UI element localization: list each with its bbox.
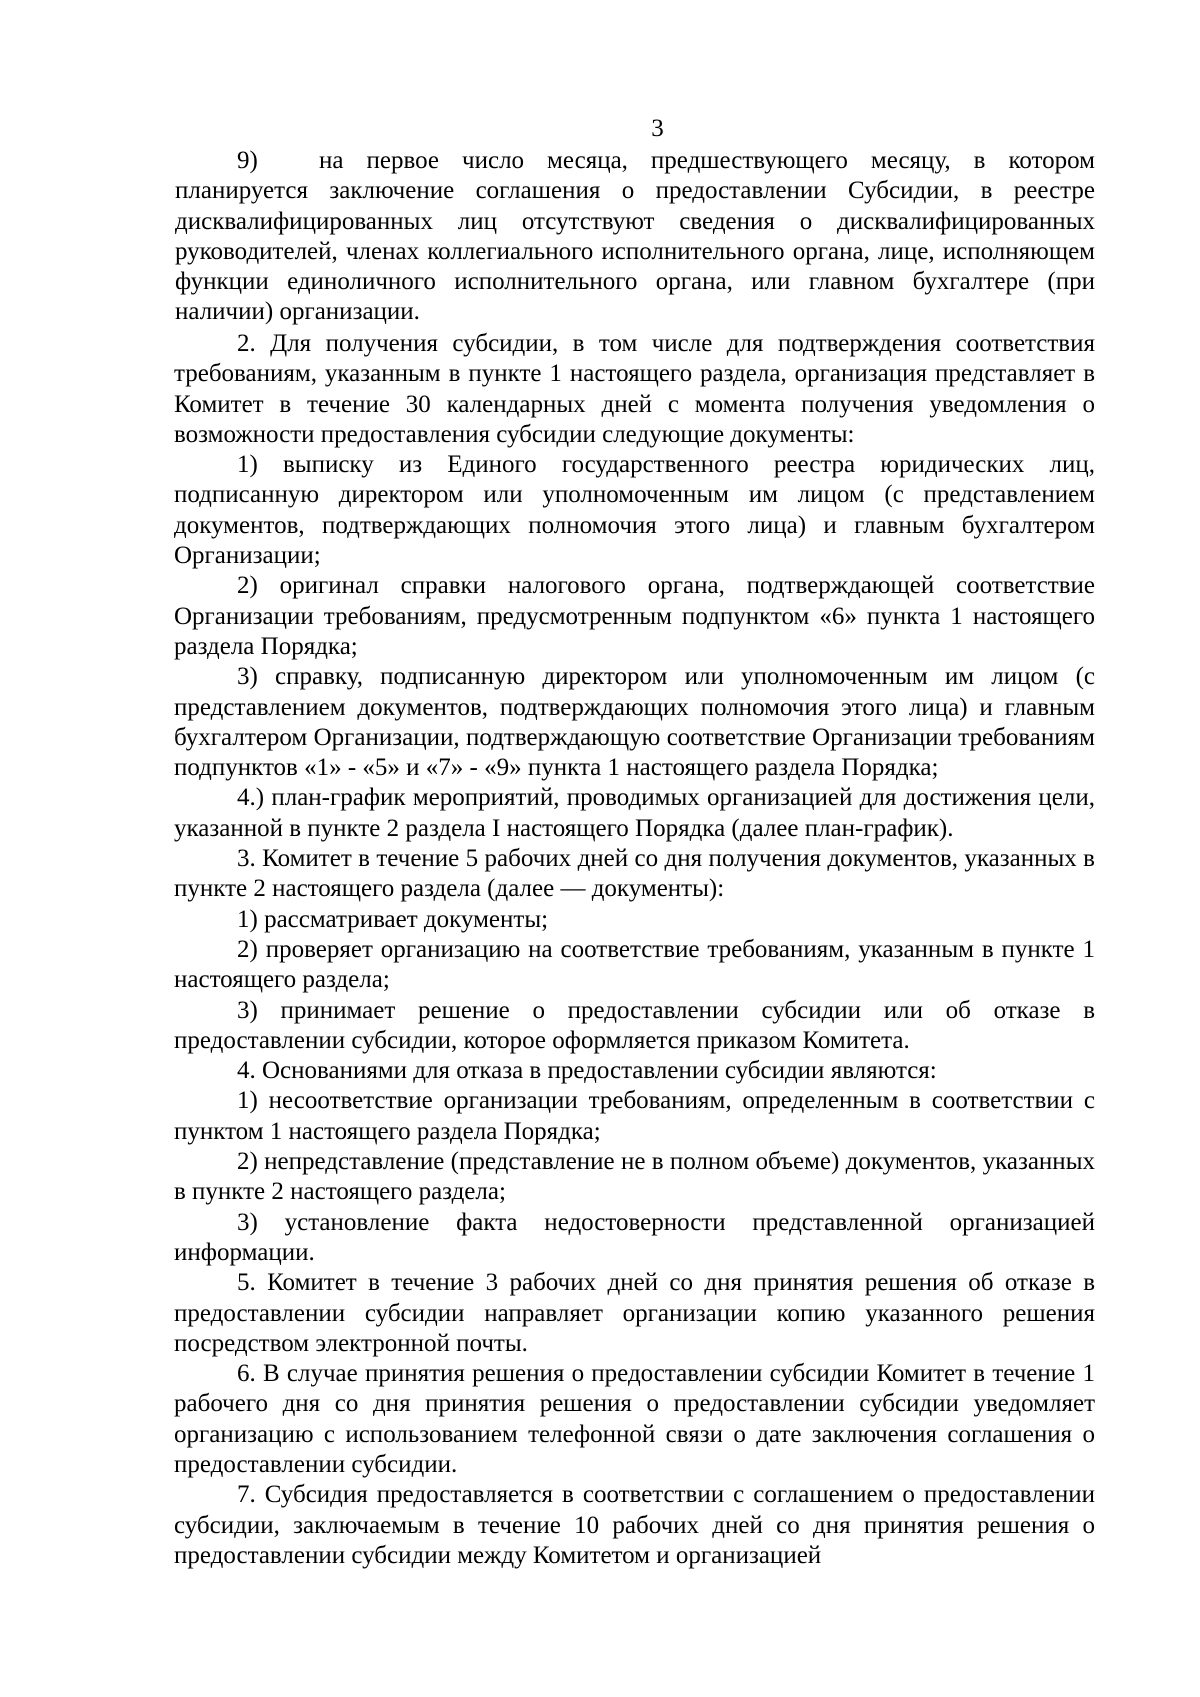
paragraph-3: 3. Комитет в течение 5 рабочих дней со дня получения документов, указанных в пункте 2 настоящего раздела (далее — документы): <box>174 845 1095 903</box>
paragraph-item-9 <box>175 146 1095 328</box>
paragraph-4: 4. Основаниями для отказа в предоставлении субсидии являются: <box>237 1057 937 1085</box>
paragraph-3-2: 2) проверяет организацию на соответствие требованиям, указанным в пункте 1 настоящего раздела; <box>174 935 1095 994</box>
paragraph-5: 5. Комитет в течение 3 рабочих дней со дня принятия решения об отказе в предоставлении субсидии направляет организации копию указанного решения посредством электронной почты. <box>174 1269 1095 1357</box>
paragraph-2: 2. Для получения субсидии, в том числе для подтверждения соответствия требованиям, указанным в пункте 1 настоящего раздела, организация представляет в Комитет в течение 30 календарных дней с момента получения уведомления о возможности предоставления субсидии следующие документы: <box>174 330 1095 448</box>
paragraph-2-1: 1) выписку из Единого государственного реестра юридических лиц, подписанную директором или уполномоченным им лицом (с представлением документов, подтверждающих полномочия этого лица) и главным бухгалтером Организации; <box>174 451 1095 570</box>
paragraph-4-2: 2) непредставление (представление не в полном объеме) документов, указанных в пункте 2 настоящего раздела; <box>174 1148 1095 1206</box>
page-number: 3 <box>651 115 664 142</box>
paragraph-text: на первое число месяца, предшествующего месяцу, в котором планируется заключение соглашения о предоставлении Субсидии, в реестре дисквалифицированных лиц отсутствуют сведения о дисквалифицированных руководителей, членах коллегиального исполнительного органа, лице, исполняющем функции единоличного исполнительного органа, или главном бухгалтере (при наличии) организации. <box>175 147 1095 326</box>
paragraph-3-1: 1) рассматривает документы; <box>237 905 549 933</box>
paragraph-6: 6. В случае принятия решения о предоставлении субсидии Комитет в течение 1 рабочего дня со дня принятия решения о предоставлении субсидии уведомляет организацию с использованием телефонной связи о дате заключения соглашения о предоставлении субсидии. <box>174 1360 1095 1478</box>
paragraph-2-3: 3) справку, подписанную директором или уполномоченным им лицом (с представлением документов, подтверждающих полномочия этого лица) и главным бухгалтером Организации, подтверждающую соответствие Организации требованиям подпунктов «1» - «5» и «7» - «9» пункта 1 настоящего раздела Порядка; <box>174 663 1095 782</box>
paragraph-3-3: 3) принимает решение о предоставлении субсидии или об отказе в предоставлении субсидии, которое оформляется приказом Комитета. <box>174 996 1095 1054</box>
main-text-block <box>174 329 1095 1571</box>
paragraph-4-3: 3) установление факта недостоверности представленной организацией информации. <box>174 1208 1095 1266</box>
paragraph-7: 7. Субсидия предоставляется в соответствии с соглашением о предоставлении субсидии, заключаемым в течение 10 рабочих дней со дня принятия решения о предоставлении субсидии между Комитетом и организацией <box>174 1481 1095 1569</box>
paragraph-9-block <box>175 146 1095 328</box>
paragraph-2-4: 4.) план-график мероприятий, проводимых организацией для достижения цели, указанной в пункте 2 раздела I настоящего Порядка (далее план-график). <box>174 784 1095 842</box>
item-number: 9) <box>237 147 258 174</box>
paragraph-2-2: 2) оригинал справки налогового органа, подтверждающей соответствие Организации требованиям, предусмотренным подпунктом «6» пункта 1 настоящего раздела Порядка; <box>174 572 1095 660</box>
paragraph-4-1: 1) несоответствие организации требованиям, определенным в соответствии с пунктом 1 настоящего раздела Порядка; <box>174 1087 1095 1145</box>
